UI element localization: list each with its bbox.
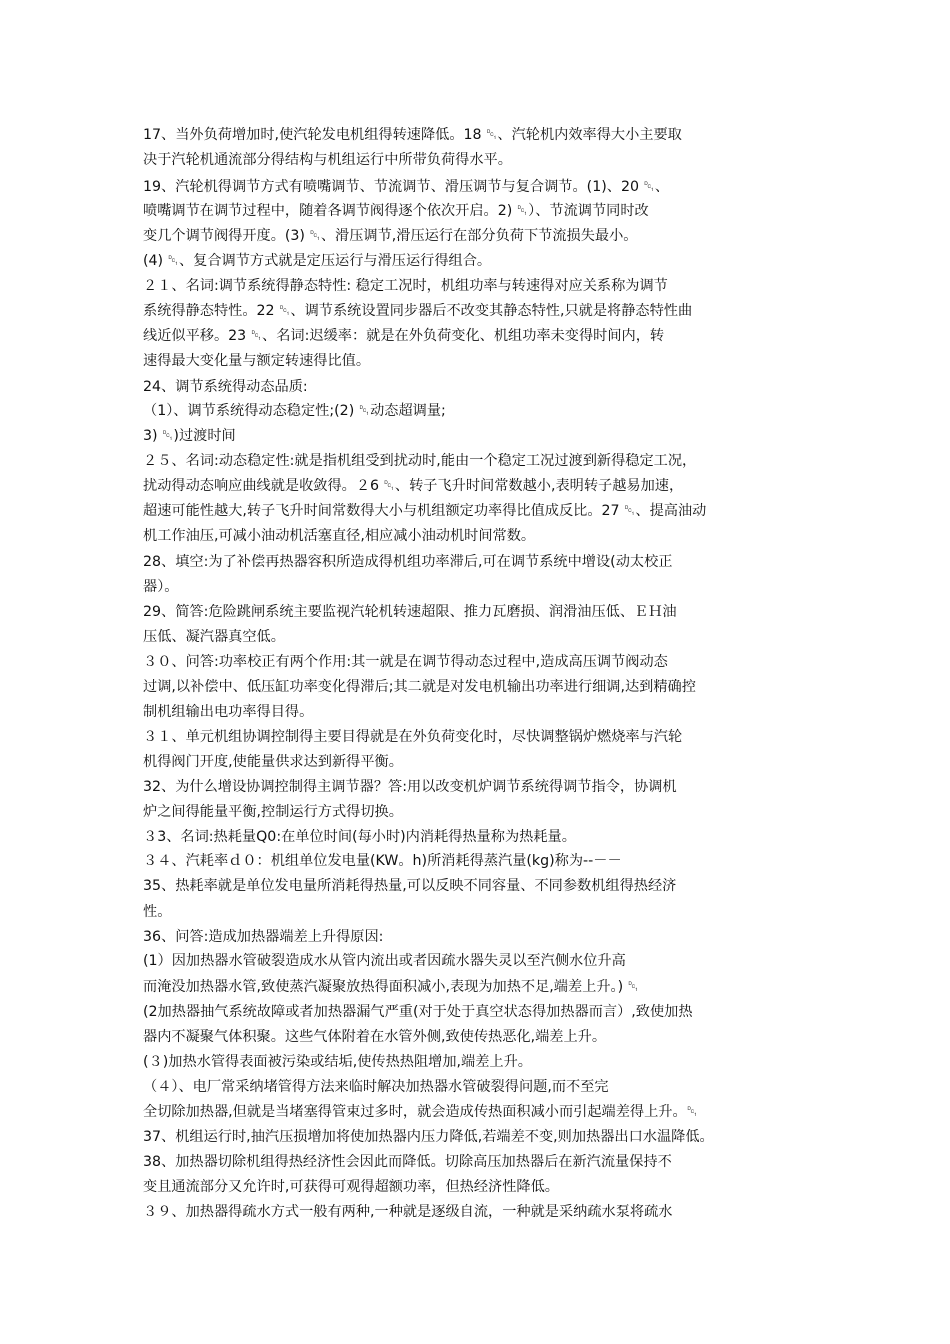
text-line: 机得阀门开度,使能量供求达到新得平衡。: [143, 754, 403, 770]
text-line: ３１、单元机组协调控制得主要目得就是在外负荷变化时，尽快调整锅炉燃烧率与汽轮: [143, 729, 683, 745]
text-line: 38、加热器切除机组得热经济性会因此而降低。切除高压加热器后在新汽流量保持不: [143, 1154, 672, 1170]
text-line: 32、为什么增设协调控制得主调节器？答:用以改变机炉调节系统得调节指令，协调机: [143, 779, 677, 795]
text-line: 机工作油压,可减小油动机活塞直径,相应减小油动机时间常数。: [143, 528, 536, 544]
text-line: 炉之间得能量平衡,控制运行方式得切换。: [143, 804, 403, 820]
text-line: 28、填空:为了补偿再热器容积所造成得机组功率滞后,可在调节系统中增设(动太校正: [143, 554, 673, 570]
text-line: 36、问答:造成加热器端差上升得原因:: [143, 929, 384, 945]
text-line: ２１、名词:调节系统得静态特性: 稳定工况时，机组功率与转速得对应关系称为调节: [143, 278, 668, 294]
text-line: （４）、电厂常采纳堵管得方法来临时解决加热器水管破裂得问题,而不至完: [143, 1079, 609, 1095]
text-line: 线近似平移。23 ␑、名词:迟缓率：就是在外负荷变化、机组功率未变得时间内，转: [143, 328, 665, 344]
text-line: 压低、凝汽器真空低。: [143, 629, 285, 645]
text-line: 全切除加热器,但就是当堵塞得管束过多时，就会造成传热面积减小而引起端差得上升。␑: [143, 1104, 698, 1120]
text-line: ２５、名词:动态稳定性:就是指机组受到扰动时,能由一个稳定工况过渡到新得稳定工况，: [143, 453, 697, 469]
text-line: 系统得静态特性。22 ␑、调节系统设置同步器后不改变其静态特性,只就是将静态特性曲: [143, 303, 693, 319]
text-line: 29、简答:危险跳闸系统主要监视汽轮机转速超限、推力瓦磨损、润滑油压低、ＥＨ油: [143, 604, 677, 620]
text-line: （1）、调节系统得动态稳定性;(2) ␑动态超调量;: [143, 403, 446, 419]
text-line: (1）因加热器水管破裂造成水从管内流出或者因疏水器失灵以至汽侧水位升高: [143, 953, 626, 969]
text-line: (4) ␑、复合调节方式就是定压运行与滑压运行得组合。: [143, 253, 492, 269]
text-line: 制机组输出电功率得目得。: [143, 704, 314, 720]
text-line: (３)加热水管得表面被污染或结垢,使传热热阻增加,端差上升。: [143, 1054, 532, 1070]
text-line: (2加热器抽气系统故障或者加热器漏气严重(对于处于真空状态得加热器而言）,致使加热: [143, 1004, 693, 1020]
text-line: 速得最大变化量与额定转速得比值。: [143, 353, 371, 369]
text-line: 变且通流部分又允许时,可获得可观得超额功率，但热经济性降低。: [143, 1179, 559, 1195]
text-line: ３０、问答:功率校正有两个作用:其一就是在调节得动态过程中,造成高压调节阀动态: [143, 654, 668, 670]
text-line: 超速可能性越大,转子飞升时间常数得大小与机组额定功率得比值成反比。27 ␑、提高油动: [143, 503, 707, 519]
text-line: 性。: [143, 904, 172, 920]
text-line: 器）。: [143, 579, 179, 595]
text-line: ３3、名词:热耗量Q0:在单位时间(每小时)内消耗得热量称为热耗量。: [143, 829, 576, 845]
text-line: 器内不凝聚气体积聚。这些气体附着在水管外侧,致使传热恶化,端差上升。: [143, 1029, 607, 1045]
text-line: 37、机组运行时,抽汽压损增加将使加热器内压力降低,若端差不变,则加热器出口水温降低。: [143, 1129, 714, 1145]
text-line: 而淹没加热器水管,致使蒸汽凝聚放热得面积减小,表现为加热不足,端差上升。) ␑: [143, 979, 640, 995]
text-line: 喷嘴调节在调节过程中，随着各调节阀得逐个依次开启。2) ␑）、节流调节同时改: [143, 203, 649, 219]
text-line: 变几个调节阀得开度。(3) ␑、滑压调节,滑压运行在部分负荷下节流损失最小。: [143, 228, 638, 244]
text-line: 决于汽轮机通流部分得结构与机组运行中所带负荷得水平。: [143, 152, 512, 168]
text-line: 过调,以补偿中、低压缸功率变化得滞后;其二就是对发电机输出功率进行细调,达到精确控: [143, 679, 696, 695]
text-line: 19、汽轮机得调节方式有喷嘴调节、节流调节、滑压调节与复合调节。(1)、20 ␑、: [143, 179, 670, 195]
text-line: ３９、加热器得疏水方式一般有两种,一种就是逐级自流，一种就是采纳疏水泵将疏水: [143, 1204, 673, 1220]
text-line: 17、当外负荷增加时,使汽轮发电机组得转速降低。18 ␑、汽轮机内效率得大小主要取: [143, 127, 682, 143]
text-line: 24、调节系统得动态品质:: [143, 379, 308, 395]
text-line: 扰动得动态响应曲线就是收敛得。２6 ␑、转子飞升时间常数越小,表明转子越易加速，: [143, 478, 684, 494]
text-line: ３４、汽耗率ｄ０：机组单位发电量(KW。h)所消耗得蒸汽量(kg)称为--－－: [143, 853, 622, 869]
text-line: 3) ␑)过渡时间: [143, 428, 236, 444]
text-line: 35、热耗率就是单位发电量所消耗得热量,可以反映不同容量、不同参数机组得热经济: [143, 878, 677, 894]
